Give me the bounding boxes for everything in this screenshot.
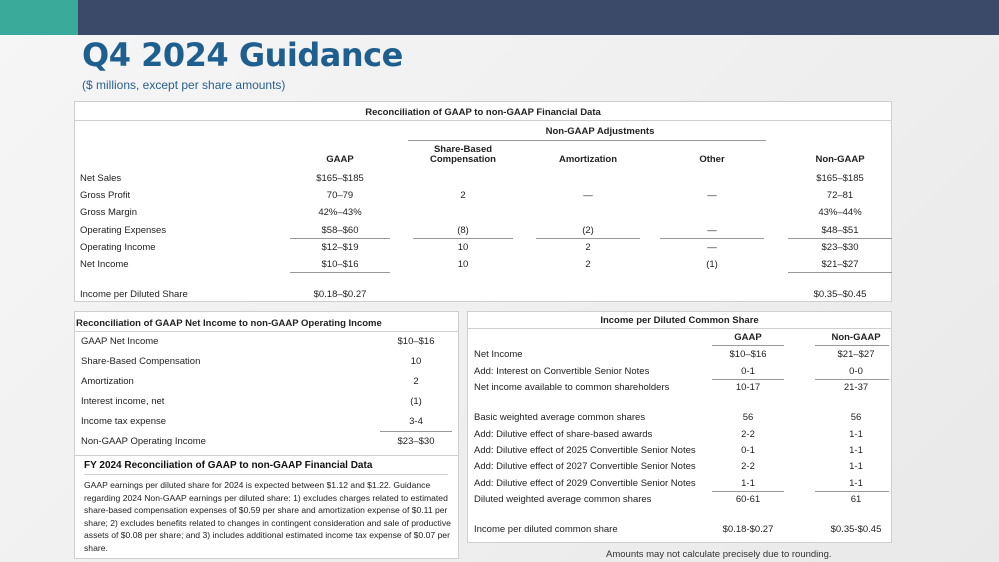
recon-label: Amortization	[81, 376, 134, 387]
page-title: Q4 2024 Guidance	[82, 36, 403, 74]
row-sbc: 10	[457, 242, 469, 253]
row-nongaap: $165–$185	[816, 173, 864, 184]
eps-row-label: Net Income	[474, 349, 523, 360]
eps-col-gaap: GAAP	[734, 332, 762, 343]
row-nongaap: $48–$51	[821, 225, 859, 236]
row-nongaap: $21–$27	[821, 259, 859, 270]
eps-table-title: Income per Diluted Common Share	[600, 315, 759, 326]
row-sbc: (8)	[457, 225, 469, 236]
eps-row-nongaap: $21–$27	[837, 349, 875, 360]
eps-row-label: Add: Dilutive effect of 2029 Convertible Senior Notes	[474, 478, 696, 489]
recon-value: 2	[413, 376, 419, 387]
col-share-based: Share-Based	[433, 144, 493, 155]
fy-2024-title: FY 2024 Reconciliation of GAAP to non-GAAP Financial Data	[84, 460, 373, 471]
recon-value: $23–$30	[397, 436, 435, 447]
eps-row-nongaap: 1-1	[849, 478, 863, 489]
eps-row-gaap: 60-61	[735, 494, 761, 505]
row-other: (1)	[706, 259, 718, 270]
eps-row-nongaap: 61	[850, 494, 862, 505]
recon-label: Non-GAAP Operating Income	[81, 436, 206, 447]
row-gaap: $12–$19	[321, 242, 359, 253]
eps-row-nongaap: $0.35-$0.45	[830, 524, 882, 535]
eps-row-nongaap: 1-1	[849, 461, 863, 472]
eps-row-gaap: $10–$16	[729, 349, 767, 360]
row-gaap: 70–79	[326, 190, 354, 201]
top-banner	[0, 0, 999, 35]
eps-row-gaap: 2-2	[741, 461, 755, 472]
row-amort: 2	[585, 259, 591, 270]
top-banner-accent	[0, 0, 78, 35]
col-amortization: Amortization	[558, 154, 618, 165]
recon-label: GAAP Net Income	[81, 336, 159, 347]
eps-row-label: Diluted weighted average common shares	[474, 494, 652, 505]
eps-row-gaap: $0.18-$0.27	[722, 524, 774, 535]
row-other: —	[707, 242, 717, 253]
eps-row-label: Income per diluted common share	[474, 524, 618, 535]
rounding-footnote: Amounts may not calculate precisely due to rounding.	[606, 549, 832, 560]
eps-row-label: Add: Dilutive effect of share-based awards	[474, 429, 653, 440]
row-nongaap: $23–$30	[821, 242, 859, 253]
eps-row-gaap: 1-1	[741, 478, 755, 489]
eps-row-nongaap: 21-37	[843, 382, 869, 393]
row-label: Operating Expenses	[80, 225, 167, 236]
row-amort: —	[583, 190, 593, 201]
eps-row-gaap: 2-2	[741, 429, 755, 440]
col-non-gaap: Non-GAAP	[815, 154, 865, 165]
recon-label: Income tax expense	[81, 416, 167, 427]
eps-row-gaap: 10-17	[735, 382, 761, 393]
row-sbc: 10	[457, 259, 469, 270]
row-amort: (2)	[582, 225, 594, 236]
eps-row-gaap: 56	[742, 412, 754, 423]
recon-value: 10	[410, 356, 422, 367]
eps-row-nongaap: 1-1	[849, 445, 863, 456]
row-sbc: 2	[460, 190, 466, 201]
eps-row-label: Net income available to common shareholders	[474, 382, 670, 393]
row-label: Net Income	[80, 259, 129, 270]
row-gaap: 42%–43%	[318, 207, 362, 218]
row-nongaap: 43%–44%	[818, 207, 862, 218]
fy-2024-text: GAAP earnings per diluted share for 2024 is expected between $1.12 and $1.22. Guidance regarding 2024 Non-GAAP earnings per diluted share: 1) excludes charges related to estimated share-based compensation expenses of $0.59 per share and amortization expense of $0.11 per share; 2) excludes benefits related to changes in contingent consideration and sale of productive assets of $0.08 per share; and 3) includes additional estimated income tax expense of $0.07 per share.	[84, 480, 451, 553]
col-compensation: Compensation	[430, 154, 496, 165]
net-income-recon-title: Reconciliation of GAAP Net Income to non-GAAP Operating Income	[76, 318, 382, 329]
row-other: —	[707, 190, 717, 201]
recon-value: 3-4	[409, 416, 423, 427]
eps-row-gaap: 0-1	[741, 366, 755, 377]
row-nongaap: 72–81	[826, 190, 854, 201]
recon-label: Share-Based Compensation	[81, 356, 201, 367]
row-gaap: $165–$185	[316, 173, 364, 184]
row-nongaap: $0.35–$0.45	[813, 289, 867, 300]
row-label: Gross Profit	[80, 190, 131, 201]
eps-row-nongaap: 1-1	[849, 429, 863, 440]
eps-row-label: Add: Dilutive effect of 2027 Convertible Senior Notes	[474, 461, 696, 472]
eps-row-gaap: 0-1	[741, 445, 755, 456]
eps-row-label: Add: Interest on Convertible Senior Notes	[474, 366, 650, 377]
col-gaap: GAAP	[326, 154, 354, 165]
row-amort: 2	[585, 242, 591, 253]
col-other: Other	[699, 154, 725, 165]
row-gaap: $0.18–$0.27	[313, 289, 367, 300]
recon-label: Interest income, net	[81, 396, 165, 407]
eps-row-label: Add: Dilutive effect of 2025 Convertible Senior Notes	[474, 445, 696, 456]
non-gaap-adjustments-header: Non-GAAP Adjustments	[545, 126, 655, 137]
row-gaap: $10–$16	[321, 259, 359, 270]
row-other: —	[707, 225, 717, 236]
row-gaap: $58–$60	[321, 225, 359, 236]
row-label: Operating Income	[80, 242, 156, 253]
row-label: Gross Margin	[80, 207, 138, 218]
eps-row-nongaap: 0-0	[849, 366, 863, 377]
eps-row-label: Basic weighted average common shares	[474, 412, 646, 423]
row-label: Net Sales	[80, 173, 122, 184]
eps-row-nongaap: 56	[850, 412, 862, 423]
recon-value: $10–$16	[397, 336, 435, 347]
page-subtitle: ($ millions, except per share amounts)	[82, 78, 286, 92]
recon-table-title: Reconciliation of GAAP to non-GAAP Financial Data	[365, 107, 601, 118]
recon-value: (1)	[410, 396, 422, 407]
recon-table-panel	[74, 101, 892, 302]
eps-col-non-gaap: Non-GAAP	[831, 332, 881, 343]
row-label: Income per Diluted Share	[80, 289, 188, 300]
